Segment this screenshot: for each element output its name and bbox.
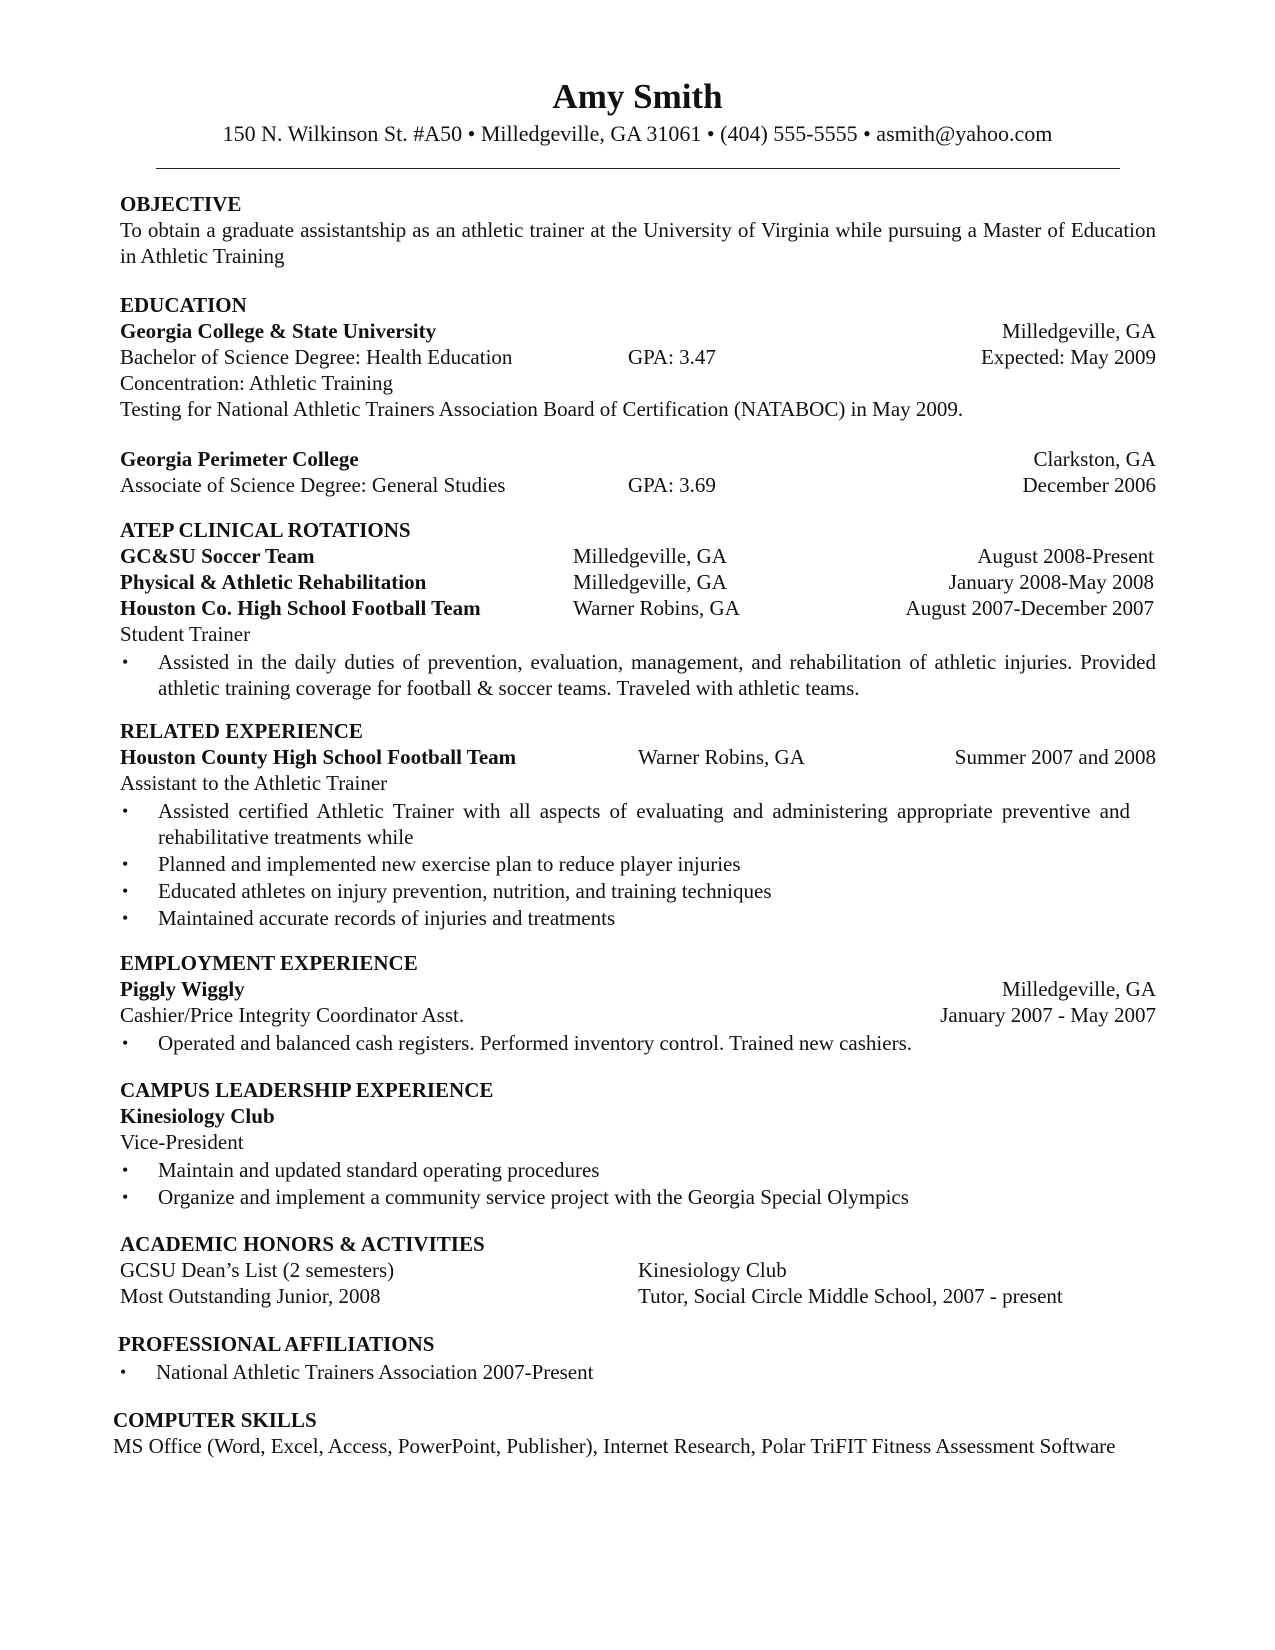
role-title: Assistant to the Athletic Trainer bbox=[120, 771, 388, 795]
list-item: • Assisted in the daily duties of prevention, evaluation, management, and rehabilitation of athletic injuries. Provided athletic training coverage for football & soccer teams. Traveled with athletic teams. bbox=[120, 649, 1156, 701]
resume-header bbox=[0, 76, 1275, 148]
rotation-location: Milledgeville, GA bbox=[573, 544, 727, 568]
employment-section bbox=[120, 950, 1156, 1057]
job-org: Piggly Wiggly bbox=[120, 977, 245, 1001]
gpa: GPA: 3.47 bbox=[628, 345, 716, 369]
degree: Associate of Science Degree: General Studies bbox=[120, 473, 506, 497]
objective-text: To obtain a graduate assistantship as an athletic trainer at the University of Virginia while pursuing a Master of Education in Athletic Training bbox=[120, 218, 1156, 268]
section-heading: RELATED EXPERIENCE bbox=[120, 719, 363, 743]
job-location: Warner Robins, GA bbox=[638, 745, 805, 769]
clinical-section bbox=[120, 517, 1156, 702]
list-item: • Operated and balanced cash registers. Performed inventory control. Trained new cashiers. bbox=[120, 1030, 1156, 1056]
rotation-date: August 2008-Present bbox=[977, 544, 1154, 568]
honors-section bbox=[120, 1231, 1156, 1309]
list-item: • Educated athletes on injury prevention, nutrition, and training techniques bbox=[120, 878, 1156, 904]
header-divider bbox=[156, 168, 1120, 169]
section-heading: ACADEMIC HONORS & ACTIVITIES bbox=[120, 1232, 485, 1256]
role-title: Cashier/Price Integrity Coordinator Asst. bbox=[120, 1003, 465, 1027]
list-item: • Organize and implement a community service project with the Georgia Special Olympics bbox=[120, 1184, 1156, 1210]
objective-section bbox=[120, 191, 1156, 269]
section-heading: ATEP CLINICAL ROTATIONS bbox=[120, 518, 411, 542]
certification-note: Testing for National Athletic Trainers Association Board of Certification (NATABOC) in May 2009. bbox=[120, 397, 964, 421]
job-date: January 2007 - May 2007 bbox=[940, 1003, 1156, 1027]
job-org: Houston County High School Football Team bbox=[120, 745, 517, 769]
rotation-org: GC&SU Soccer Team bbox=[120, 544, 315, 568]
education-section bbox=[120, 292, 1156, 498]
bullet-list bbox=[120, 1030, 1156, 1056]
job-row bbox=[120, 976, 1156, 1002]
contact-line: 150 N. Wilkinson St. #A50 • Milledgeville, GA 31061 • (404) 555-5555 • asmith@yahoo.com bbox=[222, 121, 1053, 146]
degree-date: December 2006 bbox=[1022, 473, 1156, 497]
rotation-org: Physical & Athletic Rehabilitation bbox=[120, 570, 427, 594]
activity-item: Kinesiology Club bbox=[638, 1258, 787, 1282]
degree-date: Expected: May 2009 bbox=[981, 345, 1156, 369]
affiliations-section bbox=[118, 1331, 1154, 1386]
job-date: Summer 2007 and 2008 bbox=[954, 745, 1156, 769]
list-item: • Assisted certified Athletic Trainer with all aspects of evaluating and administering appropriate preventive and rehabilitative treatments while bbox=[120, 798, 1156, 850]
school-location: Milledgeville, GA bbox=[1002, 319, 1156, 343]
honor-item: Most Outstanding Junior, 2008 bbox=[120, 1284, 381, 1308]
honors-row bbox=[120, 1283, 1156, 1309]
bullet-list bbox=[120, 649, 1156, 701]
skills-section bbox=[113, 1407, 1133, 1459]
rotation-location: Warner Robins, GA bbox=[573, 596, 740, 620]
school-row bbox=[120, 446, 1156, 472]
section-heading: PROFESSIONAL AFFILIATIONS bbox=[118, 1332, 435, 1356]
degree-row bbox=[120, 472, 1156, 498]
list-item: • Maintain and updated standard operating procedures bbox=[120, 1157, 1156, 1183]
activity-item: Tutor, Social Circle Middle School, 2007 - present bbox=[638, 1284, 1063, 1308]
section-heading: COMPUTER SKILLS bbox=[113, 1408, 317, 1432]
role-title: Student Trainer bbox=[120, 622, 251, 646]
section-heading: EDUCATION bbox=[120, 293, 247, 317]
list-item: • National Athletic Trainers Association 2007-Present bbox=[118, 1359, 1154, 1385]
degree-row bbox=[120, 344, 1156, 370]
section-heading: EMPLOYMENT EXPERIENCE bbox=[120, 951, 418, 975]
related-section bbox=[120, 718, 1156, 932]
school-name: Georgia College & State University bbox=[120, 319, 437, 343]
leadership-section bbox=[120, 1077, 1156, 1211]
school-location: Clarkston, GA bbox=[1033, 447, 1156, 471]
rotation-row bbox=[120, 543, 1156, 569]
bullet-list bbox=[118, 1359, 1154, 1385]
list-item: • Maintained accurate records of injuries and treatments bbox=[120, 905, 1156, 931]
degree: Bachelor of Science Degree: Health Education bbox=[120, 345, 513, 369]
list-item: • Planned and implemented new exercise plan to reduce player injuries bbox=[120, 851, 1156, 877]
job-location: Milledgeville, GA bbox=[1002, 977, 1156, 1001]
bullet-list bbox=[120, 798, 1156, 931]
section-heading: OBJECTIVE bbox=[120, 192, 242, 216]
rotation-row bbox=[120, 569, 1156, 595]
club-name: Kinesiology Club bbox=[120, 1104, 275, 1128]
skills-text: MS Office (Word, Excel, Access, PowerPoint, Publisher), Internet Research, Polar TriFIT Fitness Assessment Software bbox=[113, 1434, 1116, 1458]
section-heading: CAMPUS LEADERSHIP EXPERIENCE bbox=[120, 1078, 494, 1102]
school-row bbox=[120, 318, 1156, 344]
honor-item: GCSU Dean’s List (2 semesters) bbox=[120, 1258, 395, 1282]
gpa: GPA: 3.69 bbox=[628, 473, 716, 497]
rotation-org: Houston Co. High School Football Team bbox=[120, 596, 481, 620]
job-row bbox=[120, 744, 1156, 770]
concentration: Concentration: Athletic Training bbox=[120, 371, 393, 395]
role-title: Vice-President bbox=[120, 1130, 244, 1154]
rotation-date: January 2008-May 2008 bbox=[948, 570, 1154, 594]
rotation-date: August 2007-December 2007 bbox=[905, 596, 1154, 620]
rotation-row bbox=[120, 595, 1156, 621]
bullet-list bbox=[120, 1157, 1156, 1210]
candidate-name: Amy Smith bbox=[552, 77, 723, 116]
rotation-location: Milledgeville, GA bbox=[573, 570, 727, 594]
school-name: Georgia Perimeter College bbox=[120, 447, 359, 471]
honors-row bbox=[120, 1257, 1156, 1283]
job-row bbox=[120, 1002, 1156, 1028]
